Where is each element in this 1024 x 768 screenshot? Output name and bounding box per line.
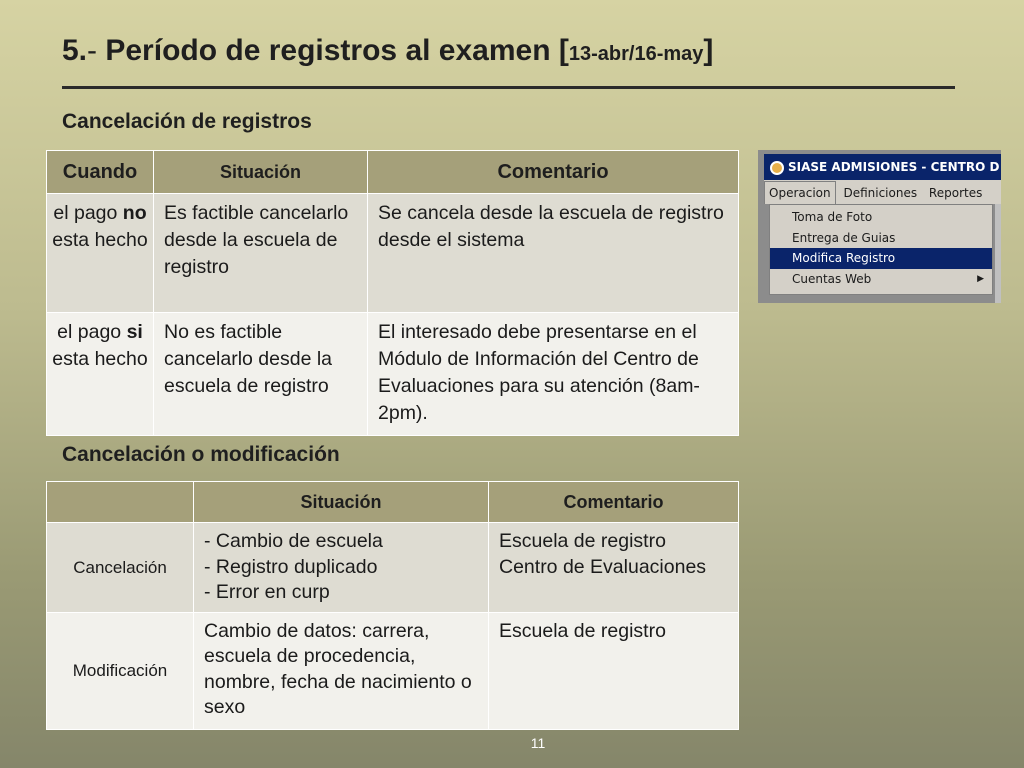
submenu-arrow-icon: ▶ [977, 273, 984, 284]
table-header-row [47, 482, 739, 523]
title-underline [62, 86, 955, 89]
header-situacion: Situación [194, 482, 489, 523]
when-text: el pago [53, 202, 118, 224]
table-row [47, 313, 739, 436]
title-bracket: ] [703, 34, 714, 67]
comment-line: Escuela de registro [499, 619, 666, 642]
situation-cell: Es factible cancelarlo desde la escuela de registro [154, 194, 368, 313]
section-heading-modify: Cancelación o modificación [62, 443, 340, 466]
when-cell [47, 194, 154, 313]
inset-window-titlebar [764, 154, 1001, 180]
row-label-cancelacion: Cancelación [47, 523, 194, 613]
table-row [47, 523, 739, 613]
comment-cell [489, 612, 739, 729]
situation-cell: No es factible cancelarlo desde la escuela de registro [154, 313, 368, 436]
when-text-end: esta hecho [52, 229, 148, 251]
header-empty [47, 482, 194, 523]
when-text: el pago [57, 321, 122, 343]
situation-line: - Error en curp [204, 581, 330, 603]
menu-reportes[interactable]: Reportes [928, 186, 983, 200]
comment-line: Escuela de registro [499, 530, 666, 552]
title-dates: 13-abr/16-may [568, 43, 704, 65]
cancel-table [46, 150, 739, 436]
menu-item-modifica-registro[interactable]: Modifica Registro [770, 248, 992, 269]
app-logo-icon [770, 161, 784, 175]
situation-cell [194, 612, 489, 729]
menu-item-label: Cuentas Web [792, 271, 872, 286]
inset-scrollbar [995, 204, 1001, 303]
row-label-modificacion: Modificación [47, 612, 194, 729]
comment-line: Centro de Evaluaciones [499, 555, 707, 578]
operacion-dropdown [769, 204, 993, 295]
comment-cell: El interesado debe presentarse en el Módulo de Información del Centro de Evaluaciones para su atención (8am-2pm). [368, 313, 739, 436]
situation-line: Cambio de datos: carrera, escuela de procedencia, nombre, fecha de nacimiento o sexo [204, 619, 472, 718]
header-comentario: Comentario [368, 151, 739, 194]
table-header-row [47, 151, 739, 194]
header-cuando: Cuando [47, 151, 154, 194]
title-main: Período de registros al examen [ [97, 34, 569, 67]
menu-operacion[interactable]: Operacion [764, 181, 836, 204]
when-cell [47, 313, 154, 436]
menu-definiciones[interactable]: Definiciones [843, 186, 918, 200]
situation-cell [194, 523, 489, 613]
inset-window-title: SIASE ADMISIONES - CENTRO D [788, 160, 1000, 174]
title-dash: - [87, 34, 98, 67]
header-situacion: Situación [154, 151, 368, 194]
page-number: 11 [530, 735, 546, 751]
when-emphasis: no [122, 202, 147, 224]
situation-line: - Cambio de escuela [204, 530, 383, 552]
title-number: 5. [62, 34, 88, 67]
when-emphasis: si [126, 321, 143, 343]
header-comentario: Comentario [489, 482, 739, 523]
comment-cell: Se cancela desde la escuela de registro desde el sistema [368, 194, 739, 313]
modify-table [46, 481, 739, 730]
inset-menubar [764, 180, 1001, 204]
menu-item-entrega-de-guias[interactable]: Entrega de Guias [792, 230, 896, 245]
table-row [47, 612, 739, 729]
when-text-end: esta hecho [52, 348, 148, 370]
menu-item-cuentas-web[interactable] [770, 269, 992, 290]
section-heading-cancel: Cancelación de registros [62, 110, 312, 133]
table-row [47, 194, 739, 313]
comment-cell [489, 523, 739, 613]
menu-item-toma-de-foto[interactable]: Toma de Foto [792, 210, 873, 224]
app-screenshot-inset [758, 150, 1001, 303]
situation-line: - Registro duplicado [204, 555, 378, 578]
slide-title [62, 34, 713, 68]
